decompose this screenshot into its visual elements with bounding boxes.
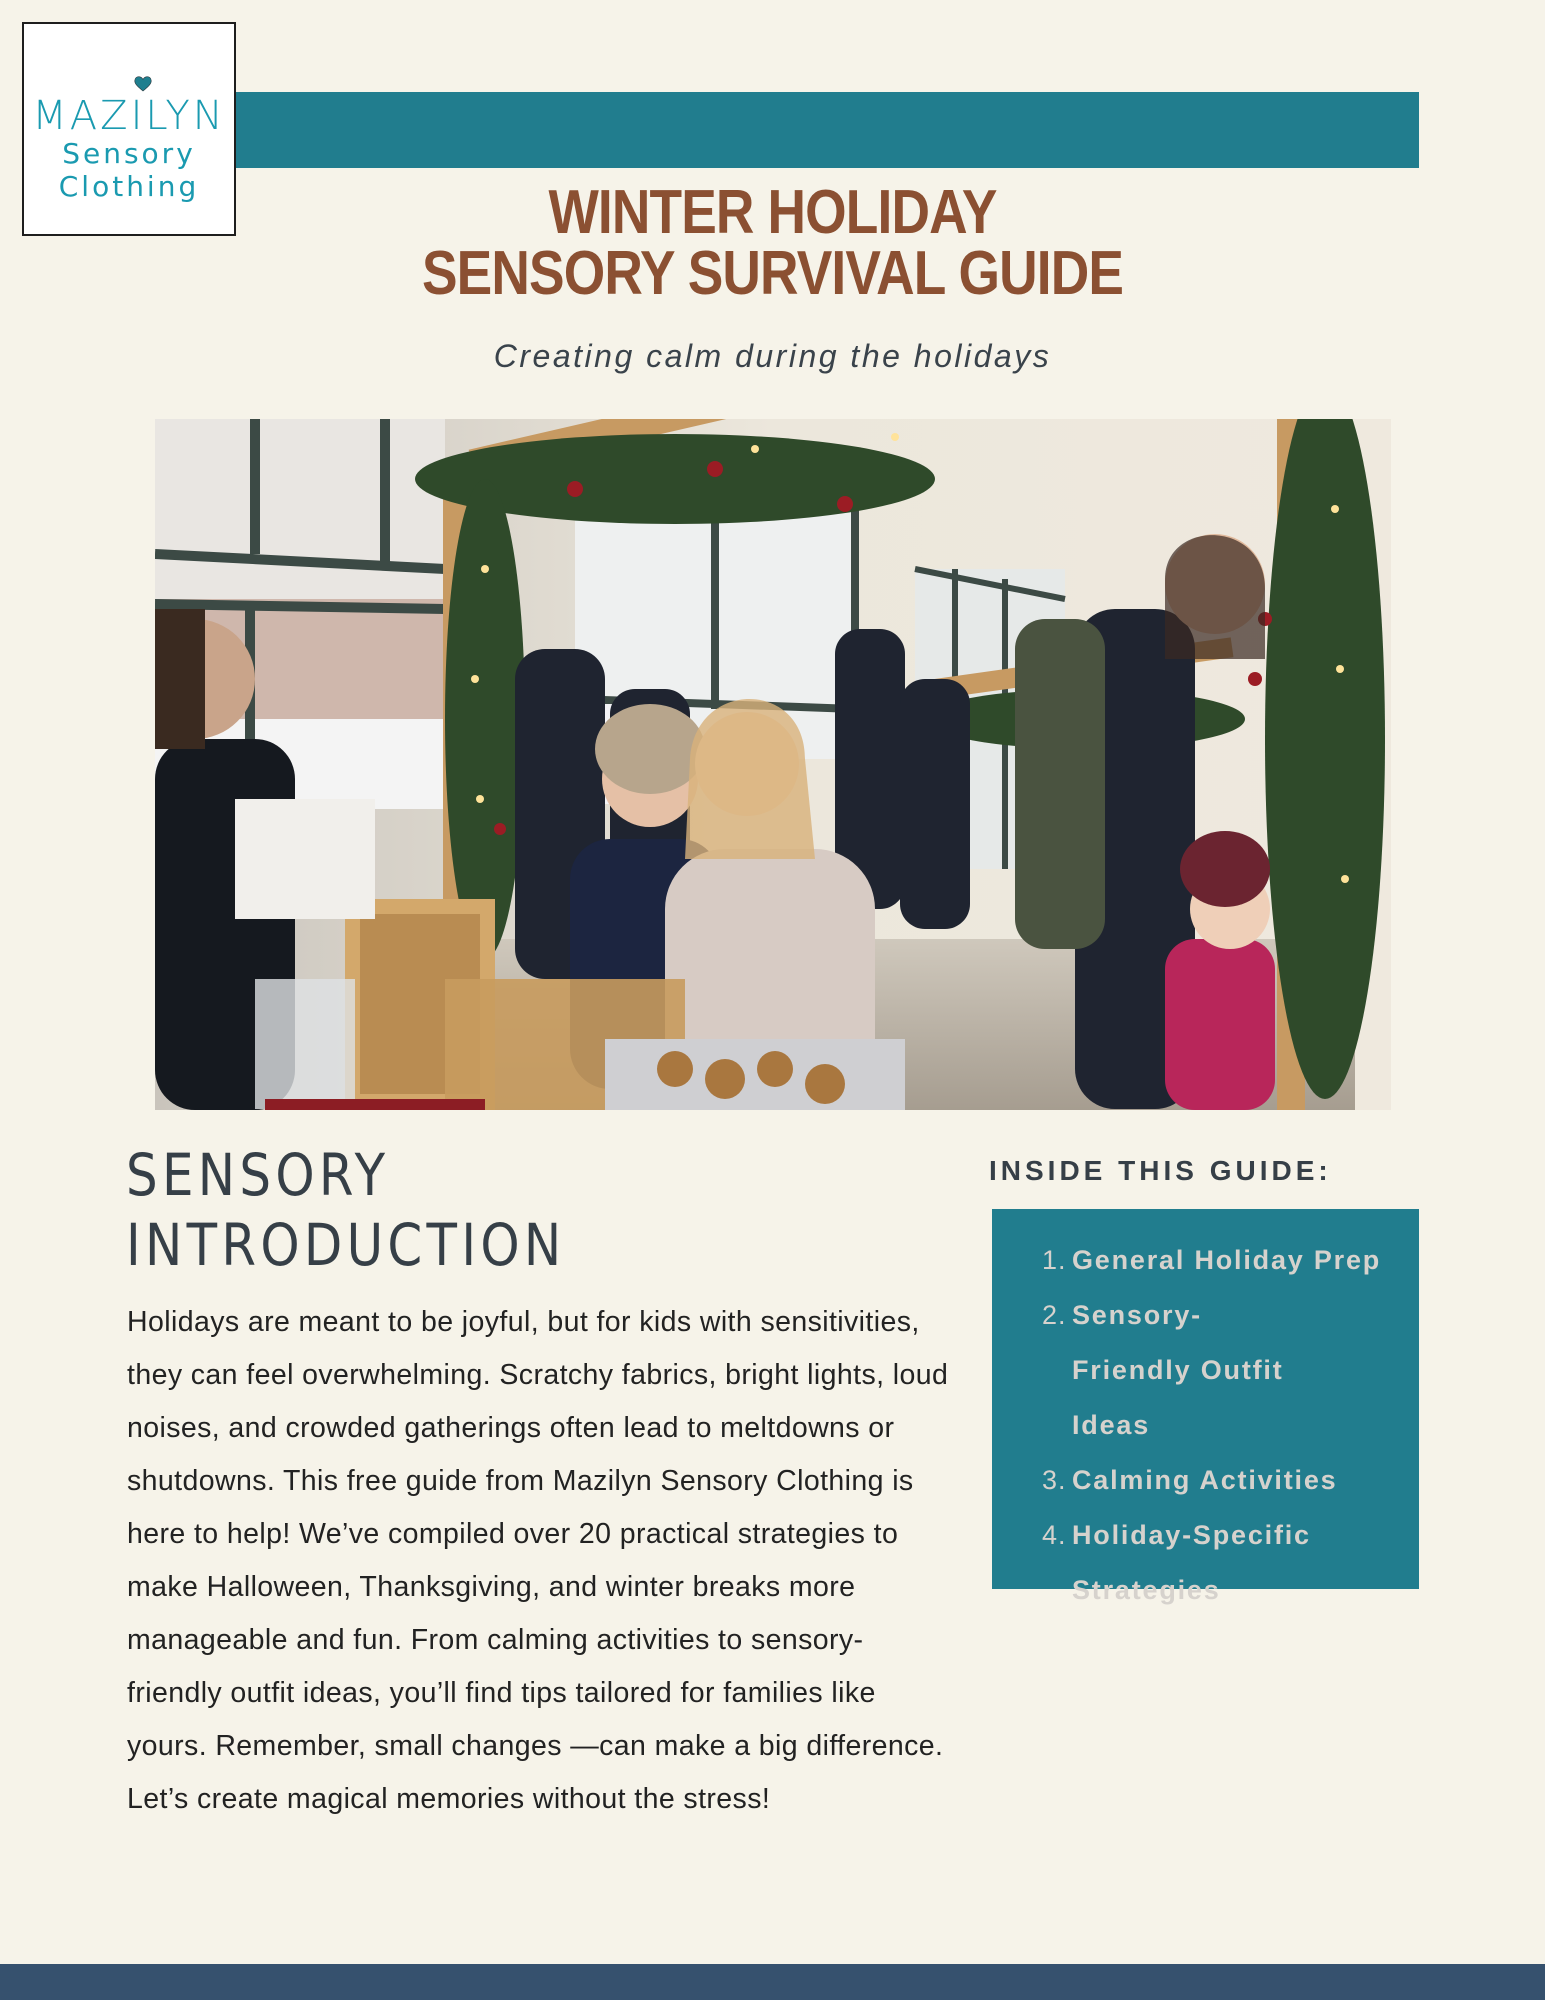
toc-item-number: 3. xyxy=(1042,1465,1067,1495)
toc-panel xyxy=(992,1209,1419,1605)
heart-icon xyxy=(134,76,152,92)
intro-heading-line-1: SENSORY xyxy=(126,1141,390,1209)
toc-list xyxy=(1042,1233,1402,1618)
title-line-2: SENSORY SURVIVAL GUIDE xyxy=(421,239,1124,308)
footer-band xyxy=(0,1964,1545,2000)
toc-item-number: 2. xyxy=(1042,1300,1067,1330)
toc-item-label: Calming Activities xyxy=(1072,1465,1338,1495)
page-title xyxy=(108,178,1437,308)
logo-tagline-sensory: Sensory xyxy=(62,137,196,170)
toc-item-holiday-specific-strategies[interactable] xyxy=(1042,1508,1402,1618)
title-line-1: WINTER HOLIDAY xyxy=(548,178,997,247)
intro-heading-line-2: INTRODUCTION xyxy=(126,1211,566,1279)
brand-logo xyxy=(22,22,236,236)
photo-illustration xyxy=(155,419,1391,1110)
toc-item-number: 4. xyxy=(1042,1520,1067,1550)
hero-photo xyxy=(155,419,1391,1110)
toc-item-calming-activities[interactable] xyxy=(1042,1453,1402,1508)
intro-paragraph: Holidays are meant to be joyful, but for kids with sensitivities, they can feel overwhelming. Scratchy fabrics, bright lights, loud noises, and crowded gatherings often lead to meltdowns or shutdowns. This free guide from Mazilyn Sensory Clothing is here to help! We’ve compiled over 20 practical strategies to make Halloween, Thanksgiving, and winter breaks more manageable and fun. From calming activities to sensory-friendly outfit ideas, you’ll find tips tailored for families like yours. Remember, small changes —can make a big difference. Let’s create magical memories without the stress! xyxy=(127,1306,949,1815)
logo-tagline-clothing: Clothing xyxy=(58,170,200,203)
logo-brand-name: MAZILYN xyxy=(32,93,226,139)
toc-item-label: Holiday-Specific Strategies xyxy=(1072,1520,1311,1605)
intro-heading xyxy=(126,1140,566,1280)
toc-item-general-holiday-prep[interactable] xyxy=(1042,1233,1402,1288)
toc-heading: INSIDE THIS GUIDE: xyxy=(989,1155,1332,1186)
page-subtitle: Creating calm during the holidays xyxy=(493,338,1052,374)
toc-item-sensory-friendly-outfit-ideas[interactable] xyxy=(1042,1288,1402,1453)
toc-item-label: Sensory-Friendly Outfit Ideas xyxy=(1072,1300,1284,1440)
toc-item-number: 1. xyxy=(1042,1245,1067,1275)
toc-item-label: General Holiday Prep xyxy=(1072,1245,1382,1275)
header-accent-bar xyxy=(236,92,1419,168)
